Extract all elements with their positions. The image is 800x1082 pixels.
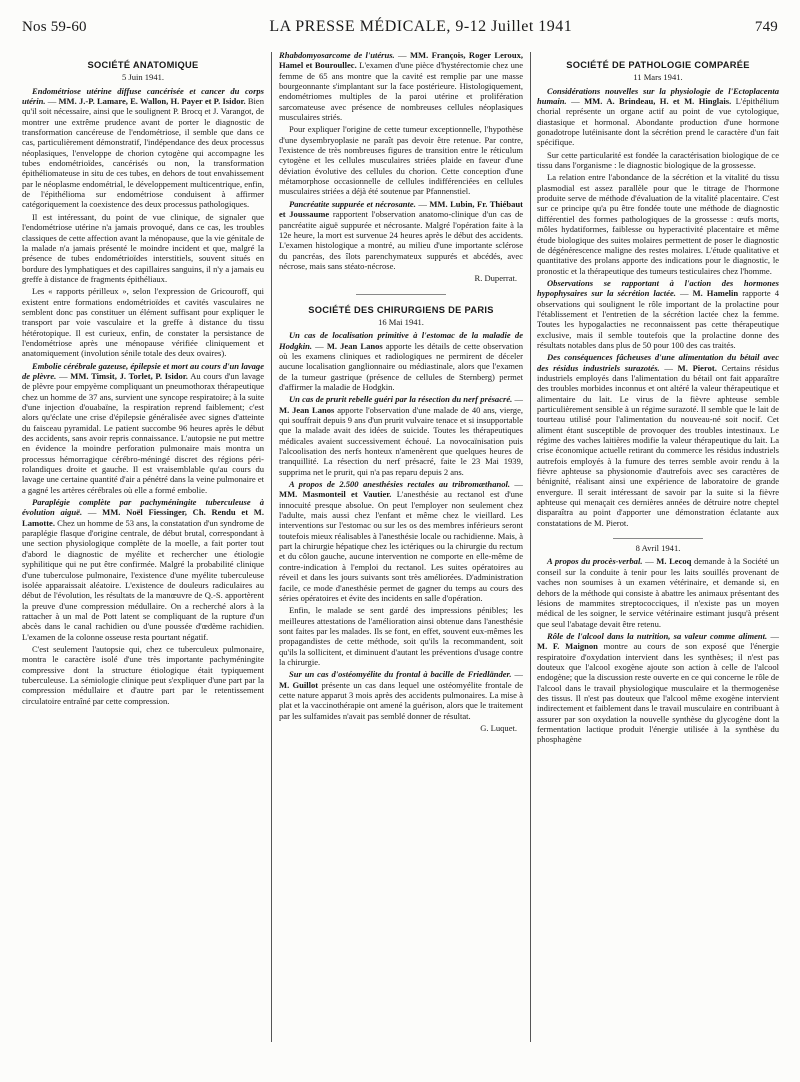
article-title: Rôle de l'alcool dans la nutrition, sa valeur comme aliment. [547,630,768,641]
paragraph: Les « rapports périlleux », selon l'expression de Gricouroff, qui existent entre formations endométrioïdes et cavités vasculaires ne semblent donc pas constituer un élément suffisant pour expliquer le transport par voie vasculaire et la greffe à distance du tissu hétérotopique. Il est curieux, enfin, de constater la persistance de l'endométriose après une ménopause vérifiée cliniquement et anatomiquement (involution sénile totale des deux ovaires). [22,286,264,359]
column-2 [279,50,523,1076]
article-title: Un cas de localisation primitive à l'estomac de la maladie de Hodgkin. [279,330,523,351]
article-authors: M. Jean Lanos [279,404,335,415]
article-text: L'anesthésie au rectanol est d'une innocuité presque absolue. On peut l'employer non seulement chez l'adulte, mais aussi chez l'enfant et même chez le vieillard. Les interventions sur l'estomac ou sur les os des membres inférieurs seront toutefois mieux réalisables à l'anesthésie locale ou rachidienne. Mais, à part la chirurgie hépatique chez les ictériques ou la chirurgie du rectum et du côlon gauche, aucune intervention ne comporte en elle-même de contre-indication à l'emploi du rectanol. Les suites opératoires au réveil et dans les jours suivants sont très améliorées. D'administration facile, ce mode d'anesthésie permet de gagner du temps au cours des séries opératoires et évite des incidents en salle d'opération. [279,489,523,603]
article-authors: MM. Lubin, Fr. Thiébaut et Joussaume [279,198,523,220]
article-title: Un cas de prurit rebelle guéri par la résection du nerf présacré. [289,394,513,405]
article-title: Embolie cérébrale gazeuse, épilepsie et mort au cours d'un lavage de plèvre. [22,360,264,381]
column-1 [22,50,264,1076]
article-authors: MM. François, Roger Leroux, Hamel et Bouroullec. [279,50,523,71]
article: Rôle de l'alcool dans la nutrition, sa valeur comme aliment. — M. F. Maignon montre au cours de son exposé que l'énergie respiratoire d'oxydation intervient dans les synthèses; il n'est pas douteux que l'alcool exogène ajoute son action à celle de l'alcool endogène; que la discussion reste ouverte en ce qui concerne le rôle de l'alcool dans le travail physiologique musculaire et la thermogenèse des tissus. Il n'est pas douteux que l'alcool même exogène intervient indirectement et faiblement dans le travail musculaire en contribuant à assurer par son oxydation la nouvelle synthèse du glycogène dont la fermentation lactique produit l'énergie utilisée à la synthèse du phosphagène [537,630,779,745]
article-authors: M. Lecoq [656,556,692,567]
signature: G. Luquet. [480,722,517,733]
article-text: Bien qu'il soit nécessaire, ainsi que le soulignent P. Brocq et J. Varangot, de montrer une extrême prudence avant de porter le diagnostic de transformation cancéreuse de l'endométriose, il semble que dans ce cas, particulièrement démonstratif, l'indépendance des deux processus néoplasiques, l'enveloppe de chorion cytogène qui accompagne les tubes endométrioïdes, cancérisés ou non, la transformation épithéliomateuse in situ de ces tubes, en dehors de tout envahissement par le néoplasme endométrial, le développement multicentrique, enfin, de l'épithélioma sur endométriose conduisent à affirmer catégoriquement la coexistence des deux processus pathologiques. [22,96,264,210]
article-text: présente un cas dans lequel une ostéomyélite frontale de cette nature apparut 3 mois après des accidents pulmonaires. La mise à plat et la vaccinothérapie ont amené la guérison, alors que le traitement par les sulfamides n'avait pas semblé donner de résultat. [279,679,523,721]
article: Un cas de prurit rebelle guéri par la résection du nerf présacré. — M. Jean Lanos apporte l'observation d'une malade de 40 ans, vierge, qui souffrait depuis 9 ans d'un prurit vulvaire tenace et si insupportable que la malade avait des idées de suicide. Toutes les thérapeutiques médicales avaient successivement échoué. La novocaïnisation puis l'alcoolisation des nerfs honteux n'amenèrent que quelques heures de tranquillité. La résection du nerf présacré, faite le 23 Mai 1939, supprima net le prurit, qui n'a pas reparu depuis 2 ans. [279,394,523,477]
article-authors: MM. Noël Fiessinger, Ch. Rendu et M. Lamotte. [22,507,264,528]
session-date: 8 Avril 1941. [635,543,681,554]
article-title: A propos de 2.500 anesthésies rectales au tribromæthanol. [289,479,510,490]
article-title: Considérations nouvelles sur la physiologie de l'Ectoplacenta humain. [537,85,779,107]
article-authors: M. Guillot [279,679,319,690]
page-number: 749 [754,19,778,35]
article-authors: M. Jean Lanos [326,340,383,351]
session-date: 5 Juin 1941. [121,72,165,83]
article: Rhabdomyosarcome de l'utérus. — MM. François, Roger Leroux, Hamel et Bouroullec. L'examen d'une pièce d'hystérectomie chez une femme de 65 ans montre que la cavité est remplie par une masse bourgeonnante s'implantant sur la face postérieure. Histologiquement, endométriomes multiples de la paroi utérine et prolifération sarcomateuse avec présence de nombreuses cellules néoplasiques musculaires striés. [279,50,523,123]
paragraph: Pour expliquer l'origine de cette tumeur exceptionnelle, l'hypothèse d'une dysembryoplasie ne paraît pas devoir être retenue. Par contre, l'existence de très nombreuses figures de transition entre le réticulum cytogène et les cellules musculaires striées plaide en faveur d'une déviation évolutive des cellules du chorion. Cette conception d'une métamorphose occasionnelle de cellules indifférenciées en cellules musculaires striées a déjà été soutenue par Pfannenstiel. [279,124,523,197]
column-rule [530,52,531,1042]
article: Des conséquences fâcheuses d'une alimentation du bétail avec des résidus industriels surazotés. — M. Pierot. Certains résidus industriels employés dans l'alimentation du bétail ont fait apparaître des troubles morbides inconnus et ont altéré la valeur thérapeutique et alimentaire du lait. Le virus de la fièvre aphteuse semble particulièrement sensible à un régime surazoté. Il semble que le lait de tourteau utilisé pour l'alimentation du nouveau-né soit nocif. Cet aliment étant susceptible de provoquer des troubles intestinaux. Le régime des vaches laitières modifie la valeur thérapeutique du lait. La crise économique actuelle retirant du commerce les résidus industriels autrefois employés à la fumure des terres semble avoir rendu à la fièvre aphteuse sa physionomie d'autrefois avec ses caractères de bénignité, réalisant ainsi une expérience de laboratoire de grande envergure. Il serait intéressant de savoir par la suite si la fièvre aphteuse qui menaçait ces dernières années de détruire notre cheptel disparaîtra au point d'apporter une démonstration éclatante aux constatations de M. Pierot. [537,352,779,528]
article-text: L'épithélium chorial représente un organe actif au point de vue cytologique, diastasique et hormonal. Abondante production d'une hormone gonadotrope lutéinisante dont la sécrétion prend le caractère d'un fait spécifique. [537,96,779,148]
paragraph: C'est seulement l'autopsie qui, chez ce tuberculeux pulmonaire, montra le caractère isolé d'une très importante pachyméningite compressive dont la structure étiologique était typiquement tuberculeuse. La sémiologie clinique peut s'expliquer d'une part par la compression médullaire et d'autre part par le retentissement circulatoire entraîné par cette compression. [22,643,264,706]
article: Paraplégie complète par pachyméningite tuberculeuse à évolution aiguë. — MM. Noël Fiessinger, Ch. Rendu et M. Lamotte. Chez un homme de 53 ans, la constatation d'un syndrome de paraplégie flasque d'origine centrale, de début brutal, correspondant à une section physiologique complète de la moelle, a fait porter tout d'abord le diagnostic de myélite et rechercher une étiologie syphilitique qui ne put être confirmée. Malgré la probabilité clinique d'une tuberculose pulmonaire, l'existence d'une myélite tuberculeuse isolée apparaissait aléatoire. L'existence de douleurs radiculaires au début de l'évolution, les résultats de la manœuvre de Q.-S. apportèrent la preuve d'une compression médullaire. On a recherché alors à la rattacher à un mal de Pott latent se compliquant de la rupture d'un abcès dans le canal rachidien ou d'une poussée d'œdème rachidien. L'examen de la colonne osseuse resta pourtant négatif. [22,497,264,642]
article: Endométriose utérine diffuse cancérisée et cancer du corps utérin. — MM. J.-P. Lamare, E. Wallon, H. Payer et P. Isidor. Bien qu'il soit nécessaire, ainsi que le soulignent P. Brocq et J. Varangot, de montrer une extrême prudence avant de porter le diagnostic de transformation cancéreuse de l'endométriose, il semble que dans ce cas, particulièrement démonstratif, l'indépendance des deux processus néoplasiques, l'enveloppe de chorion cytogène qui accompagne les tubes endométrioïdes, cancérisés ou non, la transformation épithéliomateuse in situ de ces tubes, en dehors de tout envahissement par le néoplasme endométrial, le développement multicentrique, enfin, de l'épithélioma sur endométriose conduisent à affirmer catégoriquement la coexistence des deux processus pathologiques. [22,85,264,210]
section-heading: SOCIÉTÉ DES CHIRURGIENS DE PARIS [308,304,494,315]
article: Sur un cas d'ostéomyélite du frontal à bacille de Friedländer. — M. Guillot présente un cas dans lequel une ostéomyélite frontale de cette nature apparut 3 mois après des accidents pulmonaires. La mise à plat et la vaccinothérapie ont amené la guérison, alors que le traitement par les sulfamides n'avait pas semblé donner de résultat. [279,669,523,721]
article-title: Pancréatite suppurée et nécrosante. [289,198,416,209]
article: Embolie cérébrale gazeuse, épilepsie et mort au cours d'un lavage de plèvre. — MM. Timsit, J. Torlet, P. Isidor. Au cours d'un lavage de plèvre pour empyème compliquant un pneumothorax thérapeutique chez un homme de 37 ans, survient une syncope respiratoire; à la suite d'une injection d'ouabaïne, la respiration reprend faiblement; c'est alors qu'éclate une crise d'épilepsie généralisée avec signes d'atteinte du faisceau pyramidal. Le patient succombe 96 heures après le début des accidents, sans avoir repris connaissance. L'autopsie ne put mettre en évidence la moindre perforation pulmonaire mais montra un processus hémorragique cérébro-méningé discret des régions péri-rolandiques droite et gauche. Il est vraisemblable qu'au cours du lavage une certaine quantité d'air a pénétré dans la veine pulmonaire et a gagné les artères cérébrales où elle a formé embolie. [22,360,264,495]
column-rule [271,52,272,1042]
article-authors: MM. Masmonteil et Vautier. [279,489,392,500]
section-heading: SOCIÉTÉ ANATOMIQUE [87,60,199,70]
article-title: Rhabdomyosarcome de l'utérus. [279,50,395,60]
paragraph: Enfin, le malade se sent gardé des impressions pénibles; les meilleures attestations de l'amélioration ainsi obtenue dans l'anesthésie sont faites par les malades. Ils se font, en effet, souvent eux-mêmes les propagandistes de cette méthode, soit qu'ils la recommandent, soit qu'ils la sollicitent, et diminuent d'autant les préventions d'usage contre la chirurgie. [279,605,523,667]
article: A propos du procès-verbal. — M. Lecoq demande à la Société un conseil sur la conduite à tenir pour les laits souillés provenant de vaches non soumises à un examen vétérinaire, et demande si, en dehors de la méthode qui consiste à abattre les animaux présentant des lésions de mammites streptococciques, il n'existe pas un moyen médical de les soigner, le service vétérinaire estimant jusqu'à présent que seul l'abatage devait être retenu. [537,556,779,629]
article-text: rapporte 4 observations qui soulignent le rôle important de la prolactine pour l'établissement et l'entretien de la sécrétion lactée chez la femme. Toutes les hypogalacties ne reconnaissent pas cette thérapeutique exclusive, mais il semble toutefois que la prolactine donne des résultats notables dans plus de 50 pour 100 des cas traités. [537,288,779,350]
article-authors: M. Pierot. [677,362,717,373]
article-title: Des conséquences fâcheuses d'une alimentation du bétail avec des résidus industriels surazotés. [537,352,779,373]
article-text: montre au cours de son exposé que l'énergie respiratoire d'oxydation intervient dans les synthèses; il n'est pas douteux que l'alcool exogène ajoute son action à celle de l'alcool endogène; que la discussion reste ouverte en ce qui concerne le rôle de l'alcool dans le travail physiologique musculaire et la thermogenèse des tissus. Il n'est pas douteux que l'alcool même exogène intervient indirectement et faiblement dans le travail musculaire en contribuant à assurer par son oxydation la nouvelle synthèse du glycogène dont la fermentation lactique produit l'énergie utilisée à la synthèse du phosphagène [537,641,779,745]
session-date: 11 Mars 1941. [633,72,683,83]
session-date: 16 Mai 1941. [378,316,424,327]
article-authors: M. F. Maignon [537,641,598,652]
article-text: Chez un homme de 53 ans, la constatation d'un syndrome de paraplégie flasque d'origine centrale, de début brutal, correspondant à une section physiologique complète de la moelle, a fait porter tout d'abord le diagnostic de myélite et rechercher une étiologie syphilitique qui ne put être confirmée. Malgré la probabilité clinique d'une tuberculose pulmonaire, l'existence d'une myélite tuberculeuse isolée apparaissait aléatoire. L'existence de douleurs radiculaires au début de l'évolution, les résultats de la manœuvre de Q.-S. apportèrent la preuve d'une compression médullaire. On a recherché alors à la rattacher à un mal de Pott latent se compliquant de la rupture d'un abcès dans le canal rachidien ou d'une poussée d'œdème rachidien. L'examen de la colonne osseuse resta pourtant négatif. [22,517,264,642]
article-text: demande à la Société un conseil sur la conduite à tenir pour les laits souillés provenant de vaches non soumises à un examen vétérinaire, et demande si, en dehors de la méthode qui consiste à abattre les animaux présentant des lésions de mammites streptococciques, il n'existe pas un moyen médical de les soigner, le service vétérinaire estimant jusqu'à présent que seul l'abatage devait être retenu. [537,556,779,629]
paragraph: Il est intéressant, du point de vue clinique, de signaler que l'endométriose utérine n'a jamais provoqué, dans ce cas, les troubles classiques de cette affection avant la ménopause, que la vie génitale de la malade n'a jamais présenté le moindre incident et que, malgré la présence de tubes endométrioïdes interstitiels, souvent situés en bordure des lymphatiques et des capillaires sanguins, il n'y a jamais eu greffe à distance de fragments épithéliaux. [22,211,264,284]
article: Un cas de localisation primitive à l'estomac de la maladie de Hodgkin. — M. Jean Lanos apporte les détails de cette observation où les examens cliniques et radiologiques ne permirent de déceler aucune localisation ganglionnaire ou médiastinale, alors que l'examen de la tumeur gastrique (présence de cellules de Sternberg) permet d'affirmer la maladie de Hodgkin. [279,330,523,392]
article-text: apporte les détails de cette observation où les examens cliniques et radiologiques ne permirent de déceler aucune localisation ganglionnaire ou médiastinale, alors que l'examen de la tumeur gastrique (présence de cellules de Sternberg) permet d'affirmer la maladie de Hodgkin. [279,340,523,392]
article-authors: MM. A. Brindeau, H. et M. Hinglais. [584,96,732,107]
article-authors: MM. Timsit, J. Torlet, P. Isidor. [70,370,188,381]
article-text: Au cours d'un lavage de plèvre pour empyème compliquant un pneumothorax thérapeutique chez un homme de 37 ans, survient une syncope respiratoire; à la suite d'une injection d'ouabaïne, la respiration reprend faiblement; c'est alors qu'éclate une crise d'épilepsie généralisée avec signes d'atteinte du faisceau pyramidal. Le patient succombe 96 heures après le début des accidents, sans avoir repris connaissance. L'autopsie ne put mettre en évidence la moindre perforation pulmonaire mais montra un processus hémorragique cérébro-méningé discret des régions péri-rolandiques droite et gauche. Il est vraisemblable qu'au cours du lavage une certaine quantité d'air a pénétré dans la veine pulmonaire et a gagné les artères cérébrales où elle a formé embolie. [22,370,264,495]
article-text: apporte l'observation d'une malade de 40 ans, vierge, qui souffrait depuis 9 ans d'un prurit vulvaire tenace et si insupportable que la malade avait des idées de suicide. Toutes les thérapeutiques médicales avaient successivement échoué. La novocaïnisation puis l'alcoolisation des nerfs honteux n'amenèrent que quelques heures de tranquillité. La résection du nerf présacré, faite le 23 Mai 1939, supprima net le prurit, qui n'a pas reparu depuis 2 ans. [279,404,523,477]
article-title: Observations se rapportant à l'action des hormones hypophysaires sur la sécrétion lactée. [537,277,779,299]
signature: R. Duperrat. [474,273,517,284]
divider [356,294,446,295]
article-text: L'examen d'une pièce d'hystérectomie chez une femme de 65 ans montre que la cavité est remplie par une masse bourgeonnante s'implantant sur la face postérieure. Histologiquement, endométriomes multiples de la paroi utérine et prolifération sarcomateuse avec présence de nombreuses cellules néoplasiques musculaires striés. [279,60,523,123]
article: Pancréatite suppurée et nécrosante. — MM. Lubin, Fr. Thiébaut et Joussaume rapportent l'observation anatomo-clinique d'un cas de pancréatite aiguë suppurée et nécrosante. Malgré l'opération faite à la 12e heure, la mort est survenue 24 heures après le début des accidents. L'examen histologique a montré, au milieu d'une importante sclérose du pancréas, des îlots parenchymateux suppurés et abcédés, avec nécrose, mais sans stéato-nécrose. [279,198,523,271]
issue-number: Nos 59-60 [22,19,87,35]
article-title: Sur un cas d'ostéomyélite du frontal à bacille de Friedländer. [289,669,512,680]
article-title: Paraplégie complète par pachyméningite tuberculeuse à évolution aiguë. [22,497,264,518]
article: A propos de 2.500 anesthésies rectales au tribromæthanol. — MM. Masmonteil et Vautier. L'anesthésie au rectanol est d'une innocuité presque absolue. On peut l'employer non seulement chez l'adulte, mais aussi chez l'enfant et même chez le vieillard. Les interventions sur l'estomac ou sur les os des membres inférieurs seront toutefois mieux réalisables à l'anesthésie locale ou rachidienne. Mais, à part la chirurgie hépatique chez les ictériques ou la chirurgie du rectum et du côlon gauche, aucune intervention ne comporte en elle-même de contre-indication à l'emploi du rectanol. Les suites opératoires au réveil et dans les jours suivants sont très améliorées. D'administration facile, ce mode d'anesthésie permet de gagner du temps au cours des séries opératoires et évite des incidents en salle d'opération. [279,479,523,603]
divider [613,538,703,539]
article: Observations se rapportant à l'action des hormones hypophysaires sur la sécrétion lactée. — M. Hamelin rapporte 4 observations qui soulignent le rôle important de la prolactine pour l'établissement et l'entretien de la sécrétion lactée chez la femme. Toutes les hypogalacties ne reconnaissent pas cette thérapeutique exclusive, mais il semble toutefois que la prolactine donne des résultats notables dans plus de 50 pour 100 des cas traités. [537,277,779,350]
article-text: rapportent l'observation anatomo-clinique d'un cas de pancréatite aiguë suppurée et nécrosante. Malgré l'opération faite à la 12e heure, la mort est survenue 24 heures après le début des accidents. L'examen histologique a montré, au milieu d'une importante sclérose du pancréas, des îlots parenchymateux suppurés et abcédés, avec nécrose, mais sans stéato-nécrose. [279,209,523,271]
article-text: Certains résidus industriels employés dans l'alimentation du bétail ont fait apparaître des troubles morbides inconnus et ont altéré la valeur thérapeutique et alimentaire du lait. Le virus de la fièvre aphteuse semble particulièrement sensible à un régime surazoté. Il semble que le lait de tourteau utilisé pour l'alimentation du nouveau-né soit nocif. Cet aliment étant susceptible de provoquer des troubles intestinaux. Le régime des vaches laitières modifie la valeur thérapeutique du lait. La crise économique actuelle retirant du commerce les résidus industriels autrefois employés à la fumure des terres semble avoir rendu à la fièvre aphteuse sa physionomie d'autrefois avec ses caractères de bénignité, réalisant ainsi une expérience de laboratoire de grande envergure. Il serait intéressant de savoir par la suite si la fièvre aphteuse qui menaçait ces dernières années de détruire notre cheptel disparaîtra au point d'apporter une démonstration éclatante aux constatations de M. Pierot. [537,362,779,528]
article-title: A propos du procès-verbal. [547,556,643,567]
article-title: Endométriose utérine diffuse cancérisée et cancer du corps utérin. [22,85,264,107]
article-authors: MM. J.-P. Lamare, E. Wallon, H. Payer et P. Isidor. [58,96,246,107]
paragraph: Sur cette particularité est fondée la caractérisation biologique de ce tissu dans l'organisme : le diagnostic biologique de la grossesse. [537,149,779,171]
paragraph: La relation entre l'abondance de la sécrétion et la vitalité du tissu plasmodial est assez parallèle pour que le titrage de l'hormone produite serve de méthode d'évaluation de la vitalité placentaire. C'est sur ce principe qu'a pu être fondée toute une méthode de diagnostic différentiel des formes pathologiques de la grossesse : œufs morts, môles hydatiformes, faiblesse ou hyperactivité placentaire et même étude biologique des suites molaires permettent de poser le diagnostic de dégénérescence maligne des restes molaires. L'étude qualitative et quantitative des prolans apporte des indications pour le diagnostic, le pronostic et la thérapeutique des tumeurs testiculaires chez l'homme. [537,172,779,276]
section-heading: SOCIÉTÉ DE PATHOLOGIE COMPARÉE [566,60,750,70]
column-3 [537,50,779,1076]
journal-title: LA PRESSE MÉDICALE, 9-12 Juillet 1941 [269,18,573,35]
running-header [22,18,778,44]
article-authors: M. Hamelin [692,288,739,299]
article: Considérations nouvelles sur la physiologie de l'Ectoplacenta humain. — MM. A. Brindeau, H. et M. Hinglais. L'épithélium chorial représente un organe actif au point de vue cytologique, diastasique et hormonal. Abondante production d'une hormone gonadotrope lutéinisante dont la sécrétion prend le caractère d'un fait spécifique. [537,85,779,148]
